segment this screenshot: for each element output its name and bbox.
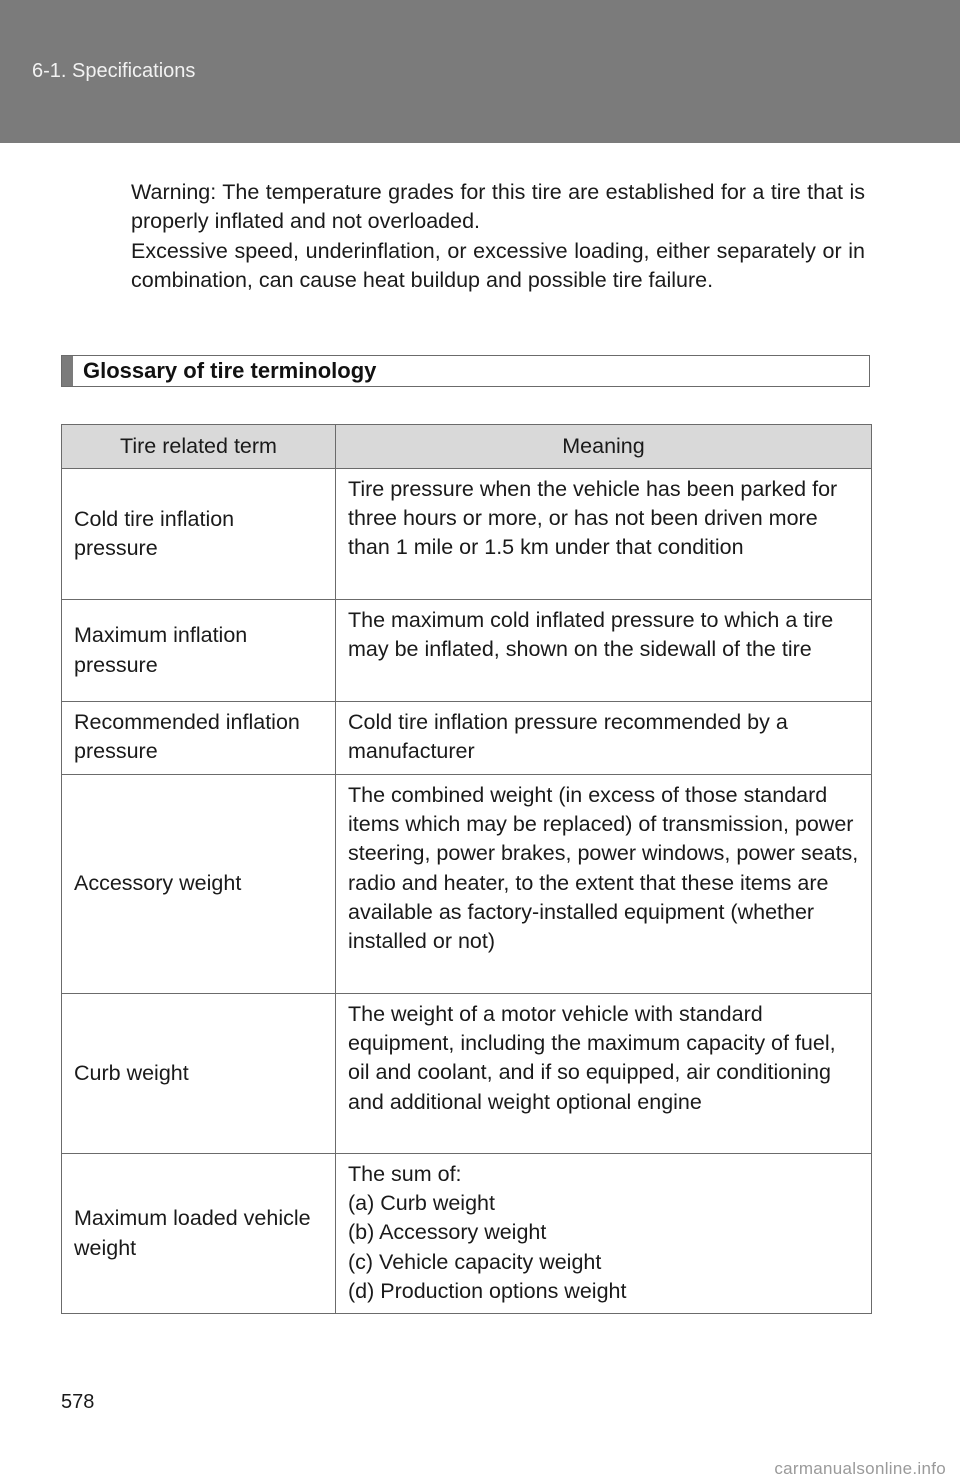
meaning-line: (d) Production options weight bbox=[348, 1278, 627, 1303]
meaning-line: (b) Accessory weight bbox=[348, 1220, 547, 1245]
glossary-heading bbox=[61, 355, 870, 387]
meaning-line: The weight of a motor vehicle with standard equipment, including the maximum capacity of fuel, oil and coolant, and if so equipped, air conditioning and additional weight optional engine bbox=[348, 1002, 836, 1114]
meaning-line: (a) Curb weight bbox=[348, 1191, 495, 1216]
term-cell: Maximum loaded vehicle weight bbox=[62, 1154, 336, 1314]
warning-paragraph-2: Excessive speed, underinflation, or excessive loading, either separately or in combination, can cause heat buildup and possible tire failure. bbox=[131, 238, 865, 292]
column-header-meaning: Meaning bbox=[336, 425, 872, 469]
warning-paragraph-1: Warning: The temperature grades for this tire are established for a tire that is properly inflated and not overloaded. bbox=[131, 180, 865, 234]
section-title: 6-1. Specifications bbox=[32, 60, 196, 82]
meaning-line: (c) Vehicle capacity weight bbox=[348, 1249, 602, 1274]
table-row bbox=[62, 600, 872, 702]
meaning-line: Cold tire inflation pressure recommended by a manufacturer bbox=[348, 710, 788, 764]
table-row bbox=[62, 994, 872, 1154]
meaning-cell bbox=[336, 775, 872, 994]
meaning-cell bbox=[336, 600, 872, 702]
watermark-text: carmanualsonline.info bbox=[774, 1459, 946, 1478]
table-row bbox=[62, 702, 872, 775]
term-cell: Accessory weight bbox=[62, 775, 336, 994]
column-header-term: Tire related term bbox=[62, 425, 336, 469]
meaning-cell bbox=[336, 1154, 872, 1314]
meaning-cell bbox=[336, 702, 872, 775]
meaning-line: Tire pressure when the vehicle has been parked for three hours or more, or has not been driven more than 1 mile or 1.5 km under that condition bbox=[348, 477, 838, 560]
meaning-cell bbox=[336, 994, 872, 1154]
meaning-line: The sum of: bbox=[348, 1162, 462, 1186]
term-cell: Recommended inflation pressure bbox=[62, 702, 336, 775]
glossary-table bbox=[61, 424, 872, 1314]
term-cell: Maximum inflation pressure bbox=[62, 600, 336, 702]
table-header-row bbox=[62, 425, 872, 469]
table-row bbox=[62, 469, 872, 600]
meaning-line: The maximum cold inflated pressure to which a tire may be inflated, shown on the sidewall of the tire bbox=[348, 608, 834, 662]
page-number: 578 bbox=[61, 1391, 95, 1413]
term-cell: Cold tire inflation pressure bbox=[62, 469, 336, 600]
term-cell: Curb weight bbox=[62, 994, 336, 1154]
page-header bbox=[0, 0, 960, 143]
table-row bbox=[62, 1154, 872, 1314]
warning-text bbox=[131, 178, 865, 295]
glossary-title: Glossary of tire terminology bbox=[83, 358, 377, 383]
table-row bbox=[62, 775, 872, 994]
meaning-line: The combined weight (in excess of those standard items which may be replaced) of transmission, power steering, power brakes, power windows, power seats, radio and heater, to the extent that these items are available as factory-installed equipment (whether installed or not) bbox=[348, 783, 859, 954]
meaning-cell bbox=[336, 469, 872, 600]
heading-accent-bar bbox=[62, 356, 73, 386]
